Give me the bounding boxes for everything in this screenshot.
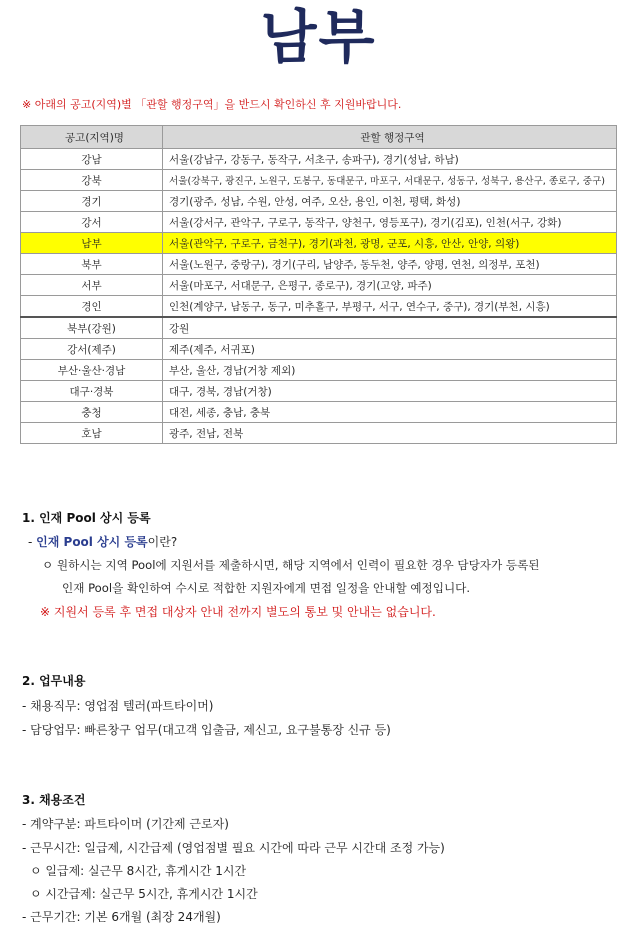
region-area: 대구, 경북, 경남(거창) — [163, 381, 617, 402]
region-table — [20, 125, 617, 444]
region-area: 제주(제주, 서귀포) — [163, 339, 617, 360]
region-area: 서울(노원구, 중랑구), 경기(구리, 남양주, 동두천, 양주, 양평, 연천, 의정부, 포천) — [163, 254, 617, 275]
region-name: 호남 — [21, 423, 163, 444]
pool-question-suffix: 이란? — [147, 535, 178, 549]
table-header-row — [21, 126, 617, 149]
conditions-hours: - 근무시간: 일급제, 시간급제 (영업점별 필요 시간에 따라 근무 시간대 조정 가능) — [22, 841, 445, 855]
region-area: 서울(관악구, 구로구, 금천구), 경기(과천, 광명, 군포, 시흥, 안산, 안양, 의왕) — [163, 233, 617, 254]
region-notice: ※ 아래의 공고(지역)별 「관할 행정구역」을 반드시 확인하신 후 지원바랍니다. — [22, 98, 402, 111]
region-name: 강서 — [21, 212, 163, 233]
table-row — [21, 339, 617, 360]
table-row — [21, 317, 617, 339]
region-name: 남부 — [21, 233, 163, 254]
region-area: 서울(마포구, 서대문구, 은평구, 종로구), 경기(고양, 파주) — [163, 275, 617, 296]
pool-question-prefix: - — [28, 535, 37, 549]
conditions-hourly: ㅇ 시간급제: 실근무 5시간, 휴게시간 1시간 — [30, 887, 258, 901]
section-heading-conditions: 3. 채용조건 — [22, 793, 86, 807]
region-name: 충청 — [21, 402, 163, 423]
region-area: 부산, 울산, 경남(거창 제외) — [163, 360, 617, 381]
region-name: 서부 — [21, 275, 163, 296]
region-area: 경기(광주, 성남, 수원, 안성, 여주, 오산, 용인, 이천, 평택, 화성) — [163, 191, 617, 212]
table-row — [21, 254, 617, 275]
region-area: 서울(강서구, 관악구, 구로구, 동작구, 양천구, 영등포구), 경기(김포), 인천(서구, 강화) — [163, 212, 617, 233]
table-row — [21, 149, 617, 170]
conditions-period: - 근무기간: 기본 6개월 (최장 24개월) — [22, 910, 221, 924]
region-area: 서울(강남구, 강동구, 동작구, 서초구, 송파구), 경기(성남, 하남) — [163, 149, 617, 170]
region-area: 광주, 전남, 전북 — [163, 423, 617, 444]
duties-job: - 채용직무: 영업점 텔러(파트타이머) — [22, 699, 214, 713]
section-heading-duties: 2. 업무내용 — [22, 674, 86, 688]
table-row-highlighted — [21, 233, 617, 254]
table-row — [21, 170, 617, 191]
conditions-daily: ㅇ 일급제: 실근무 8시간, 휴게시간 1시간 — [30, 864, 247, 878]
table-row — [21, 381, 617, 402]
duties-tasks: - 담당업무: 빠른창구 업무(대고객 입출금, 제신고, 요구불통장 신규 등) — [22, 723, 391, 737]
table-row — [21, 296, 617, 318]
pool-term: 인재 Pool 상시 등록 — [36, 535, 148, 549]
conditions-contract: - 계약구분: 파트타이머 (기간제 근로자) — [22, 817, 229, 831]
region-area: 대전, 세종, 충남, 충북 — [163, 402, 617, 423]
pool-description-line1: ㅇ 원하시는 지역 Pool에 지원서를 제출하시면, 해당 지역에서 인력이 필요한 경우 담당자가 등록된 — [42, 558, 540, 572]
region-name: 북부(강원) — [21, 317, 163, 339]
column-header-region: 공고(지역)명 — [21, 126, 163, 149]
region-area: 서울(강북구, 광진구, 노원구, 도봉구, 동대문구, 마포구, 서대문구, 성동구, 성북구, 용산구, 종로구, 중구) — [163, 170, 617, 191]
table-row — [21, 423, 617, 444]
column-header-area: 관할 행정구역 — [163, 126, 617, 149]
table-row — [21, 275, 617, 296]
table-row — [21, 191, 617, 212]
region-name: 강서(제주) — [21, 339, 163, 360]
pool-warning: ※ 지원서 등록 후 면접 대상자 안내 전까지 별도의 통보 및 안내는 없습니다. — [40, 605, 436, 619]
region-area: 인천(계양구, 남동구, 동구, 미추홀구, 부평구, 서구, 연수구, 중구), 경기(부천, 시흥) — [163, 296, 617, 318]
region-name: 강남 — [21, 149, 163, 170]
table-row — [21, 212, 617, 233]
region-name: 부산·울산·경남 — [21, 360, 163, 381]
table-row — [21, 360, 617, 381]
region-area: 강원 — [163, 317, 617, 339]
region-name: 대구·경북 — [21, 381, 163, 402]
pool-question — [28, 533, 177, 550]
section-heading-pool: 1. 인재 Pool 상시 등록 — [22, 511, 151, 525]
region-name: 북부 — [21, 254, 163, 275]
region-name: 경기 — [21, 191, 163, 212]
pool-description-line2: 인재 Pool을 확인하여 수시로 적합한 지원자에게 면접 일정을 안내할 예정입니다. — [62, 581, 471, 595]
table-row — [21, 402, 617, 423]
region-name: 경인 — [21, 296, 163, 318]
region-name: 강북 — [21, 170, 163, 191]
page-title: 남부 — [260, 3, 377, 71]
